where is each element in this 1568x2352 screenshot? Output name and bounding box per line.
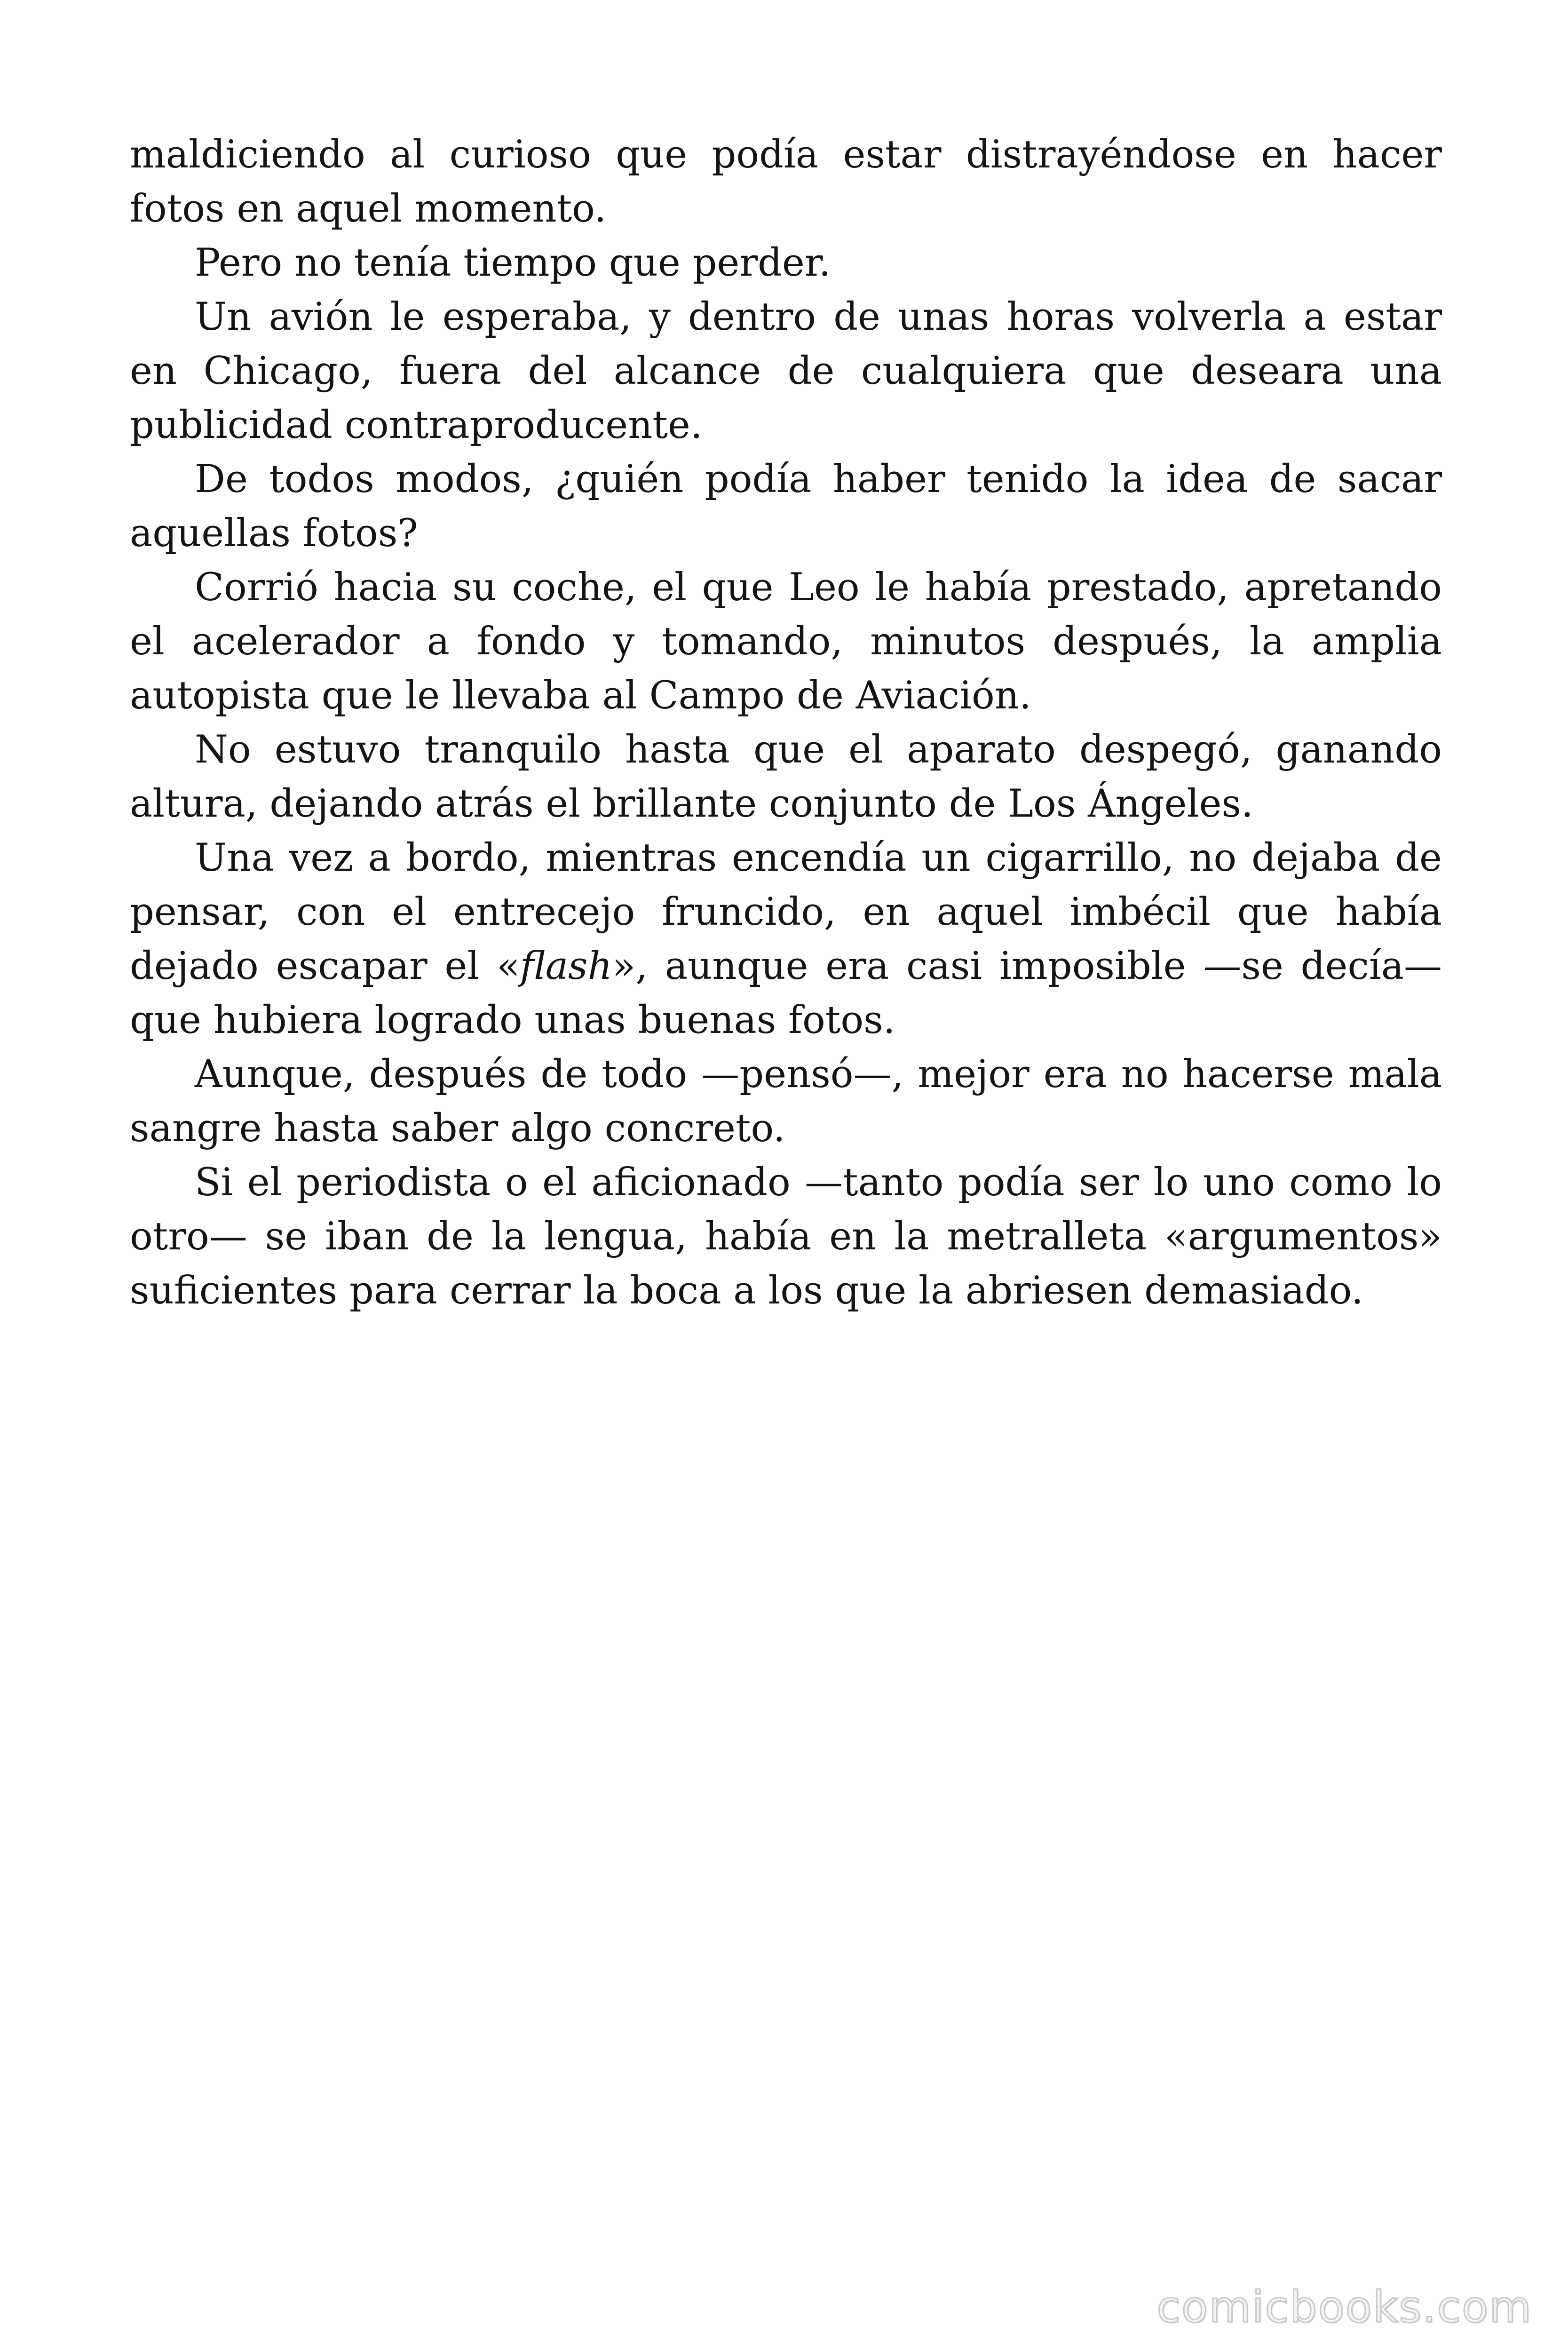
paragraph-6: No estuvo tranquilo hasta que el aparato despegó, ganando altura, dejando atrás el brillante conjunto de Los Ángeles. (130, 728, 1442, 826)
paragraph-4: De todos modos, ¿quién podía haber tenido la idea de sacar aquellas fotos? (130, 457, 1442, 556)
paragraph-8: Aunque, después de todo —pensó—, mejor era no hacerse mala sangre hasta saber algo concreto. (130, 1052, 1442, 1151)
paragraph-5: Corrió hacia su coche, el que Leo le había prestado, apretando el acelerador a fondo y tomando, minutos después, la amplia autopista que le llevaba al Campo de Aviación. (130, 565, 1442, 718)
paragraph-1: maldiciendo al curioso que podía estar distrayéndose en hacer fotos en aquel momento. (130, 133, 1442, 231)
body-text (130, 128, 1442, 1318)
watermark: comicbooks.com (1156, 2282, 1532, 2332)
paragraph-3: Un avión le esperaba, y dentro de unas horas volverla a estar en Chicago, fuera del alcance de cualquiera que deseara una publicidad contraproducente. (130, 295, 1442, 447)
paragraph-7: Una vez a bordo, mientras encendía un cigarrillo, no dejaba de pensar, con el entrecejo fruncido, en aquel imbécil que había dejado escapar el «flash», aunque era casi imposible —se decía— que hubiera logrado unas buenas fotos. (130, 836, 1442, 1042)
italic-word: flash (520, 944, 612, 988)
paragraph-9: Si el periodista o el aficionado —tanto podía ser lo uno como lo otro— se iban de la lengua, había en la metralleta «argumentos» suficientes para cerrar la boca a los que la abriesen demasiado. (130, 1160, 1442, 1313)
paragraph-2: Pero no tenía tiempo que perder. (195, 241, 831, 285)
